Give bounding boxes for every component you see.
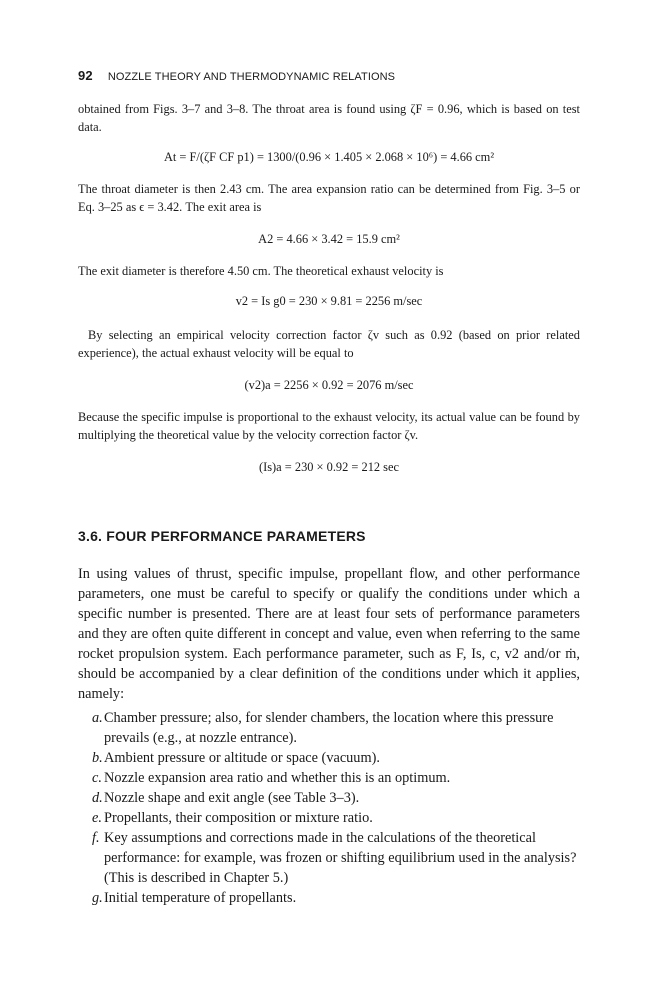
- list-item: g.Initial temperature of propellants.: [92, 890, 297, 906]
- list-item: e. Propellants, their composition or mixture ratio.: [92, 810, 373, 826]
- equation-exit-area: A2 = 4.66 × 3.42 = 15.9 cm²: [258, 232, 400, 246]
- equation-throat-area: At = F/(ζF CF p1) = 1300/(0.96 × 1.405 × 2.068 × 10⁶) = 4.66 cm²: [163, 150, 495, 164]
- paragraph-1: obtained from Figs. 3–7 and 3–8. The throat area is found using ζF = 0.96, which is based on test data.: [78, 102, 580, 134]
- paragraph-2: The throat diameter is then 2.43 cm. The area expansion ratio can be determined from Fig. 3–5 or Eq. 3–25 as ϵ = 3.42. The exit area is: [78, 182, 580, 214]
- list-item: d.Nozzle shape and exit angle (see Table 3–3).: [92, 790, 360, 806]
- equation-actual-impulse: (Is)a = 230 × 0.92 = 212 sec: [258, 460, 400, 474]
- list-item: b.Ambient pressure or altitude or space (vacuum).: [92, 750, 380, 766]
- conditions-list: [78, 708, 580, 908]
- list-item: f. Key assumptions and corrections made in the calculations of the theoretical performance: for example, was frozen or shifting equilibrium used in the analysis? (This is described in Chapter 5.): [92, 830, 577, 886]
- equation-actual-velocity: (v2)a = 2256 × 0.92 = 2076 m/sec: [244, 378, 414, 392]
- equation-exhaust-velocity: v2 = Is g0 = 230 × 9.81 = 2256 m/sec: [235, 294, 423, 308]
- page-number: 92: [78, 68, 93, 83]
- running-header: [78, 68, 600, 83]
- paragraph-5: Because the specific impulse is proportional to the exhaust velocity, its actual value can be found by multiplying the theoretical value by the velocity correction factor ζv.: [78, 410, 580, 442]
- section-intro: In using values of thrust, specific impulse, propellant flow, and other performance parameters, one must be careful to specify or qualify the conditions under which a specific number is presented. There are at least four sets of performance parameters and they are often quite different in concept and value, even when referring to the same rocket propulsion system. Each performance parameter, such as F, Is, c, v2 and/or ṁ, should be accompanied by a clear definition of the conditions under which it applies, namely:: [78, 566, 580, 702]
- list-item: a.Chamber pressure; also, for slender chambers, the location where this pressure prevails (e.g., at nozzle entrance).: [92, 710, 554, 746]
- page-body: [78, 100, 580, 908]
- paragraph-3: The exit diameter is therefore 4.50 cm. The theoretical exhaust velocity is: [78, 264, 444, 278]
- section-heading: 3.6. FOUR PERFORMANCE PARAMETERS: [78, 528, 366, 544]
- list-item: c. Nozzle expansion area ratio and whether this is an optimum.: [92, 770, 451, 786]
- running-title: NOZZLE THEORY AND THERMODYNAMIC RELATIONS: [107, 71, 396, 83]
- paragraph-4: By selecting an empirical velocity correction factor ζv such as 0.92 (based on prior related experience), the actual exhaust velocity will be equal to: [78, 328, 580, 360]
